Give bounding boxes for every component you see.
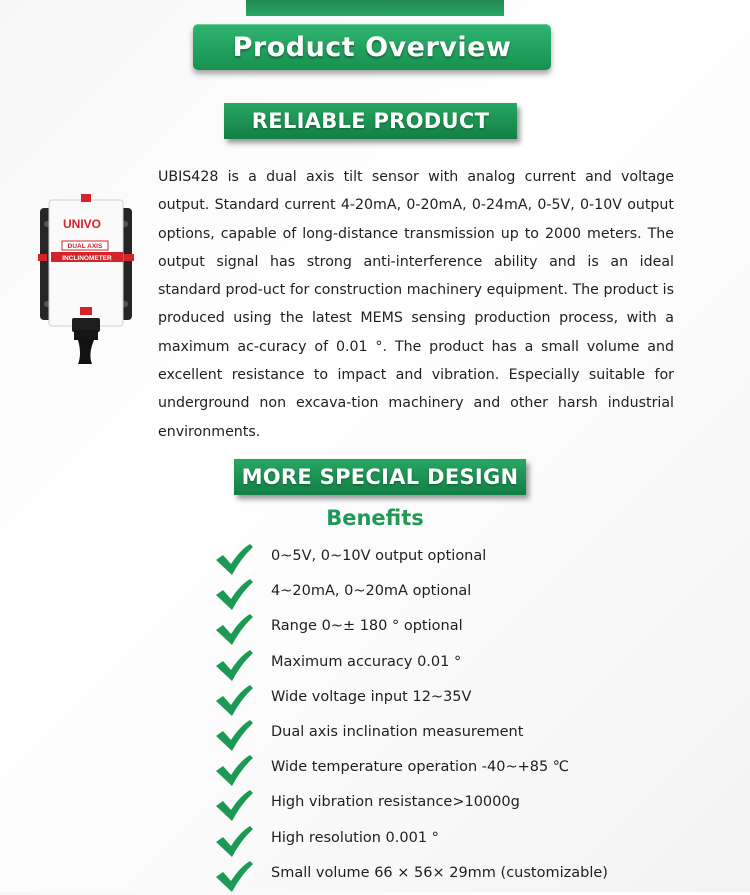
checkmark-icon [214, 824, 254, 860]
checkmark-icon [214, 577, 254, 613]
benefit-item [214, 751, 714, 786]
benefit-item [214, 575, 714, 610]
checkmark-icon [214, 788, 254, 824]
more-special-design-banner [234, 459, 526, 495]
reliable-product-banner [224, 103, 517, 139]
benefit-text: Wide temperature operation -40~+85 ℃ [271, 759, 570, 776]
product-overview-banner [193, 24, 551, 70]
product-tag-line1: DUAL AXIS [67, 243, 103, 250]
benefit-item [214, 646, 714, 681]
benefit-item [214, 540, 714, 575]
checkmark-icon [214, 612, 254, 648]
product-tag-line2: INCLINOMETER [62, 255, 112, 262]
benefit-item [214, 857, 714, 892]
benefit-text: Small volume 66 × 56× 29mm (customizable) [271, 864, 608, 881]
benefit-text: Dual axis inclination measurement [271, 723, 524, 740]
product-brand: UNIVO [62, 217, 102, 231]
benefit-item [214, 822, 714, 857]
product-description: UBIS428 is a dual axis tilt sensor with analog current and voltage output. Standard current 4-20mA, 0-20mA, 0-24mA, 0-5V, 0-10V output options, capable of long-distance transmission up to 2000 meters. The output signal has strong anti-interference ability and is an ideal standard prod-uct for construction machinery equipment. The product is produced using the latest MEMS sensing production process, with a maximum ac-curacy of 0.01 °. The product has a small volume and excellent resistance to impact and vibration. Especially suitable for underground non excava-tion machinery and other harsh industrial environments. [158, 169, 674, 440]
benefit-item [214, 681, 714, 716]
top-decoration-strip [246, 0, 504, 16]
benefit-text: Range 0~± 180 ° optional [271, 618, 463, 635]
checkmark-icon [214, 648, 254, 684]
benefit-text: Wide voltage input 12~35V [271, 688, 472, 705]
benefit-item [214, 716, 714, 751]
benefits-heading: Benefits [326, 506, 424, 530]
checkmark-icon [214, 542, 254, 578]
benefit-text: High resolution 0.001 ° [271, 829, 439, 846]
checkmark-icon [214, 683, 254, 719]
benefit-text: Maximum accuracy 0.01 ° [271, 653, 462, 670]
page-title: Product Overview [232, 31, 512, 63]
benefit-item [214, 786, 714, 821]
checkmark-icon [214, 753, 254, 789]
section-title-special: MORE SPECIAL DESIGN [241, 465, 519, 489]
benefit-text: 0~5V, 0~10V output optional [271, 548, 487, 564]
checkmark-icon [214, 718, 254, 754]
benefit-text: 4~20mA, 0~20mA optional [271, 583, 472, 600]
benefit-item [214, 610, 714, 645]
inclinometer-product-image [38, 194, 134, 364]
benefits-list [214, 540, 714, 892]
section-title-reliable: RELIABLE PRODUCT [251, 109, 490, 133]
benefit-text: High vibration resistance>10000g [271, 794, 520, 811]
checkmark-icon [214, 859, 254, 895]
